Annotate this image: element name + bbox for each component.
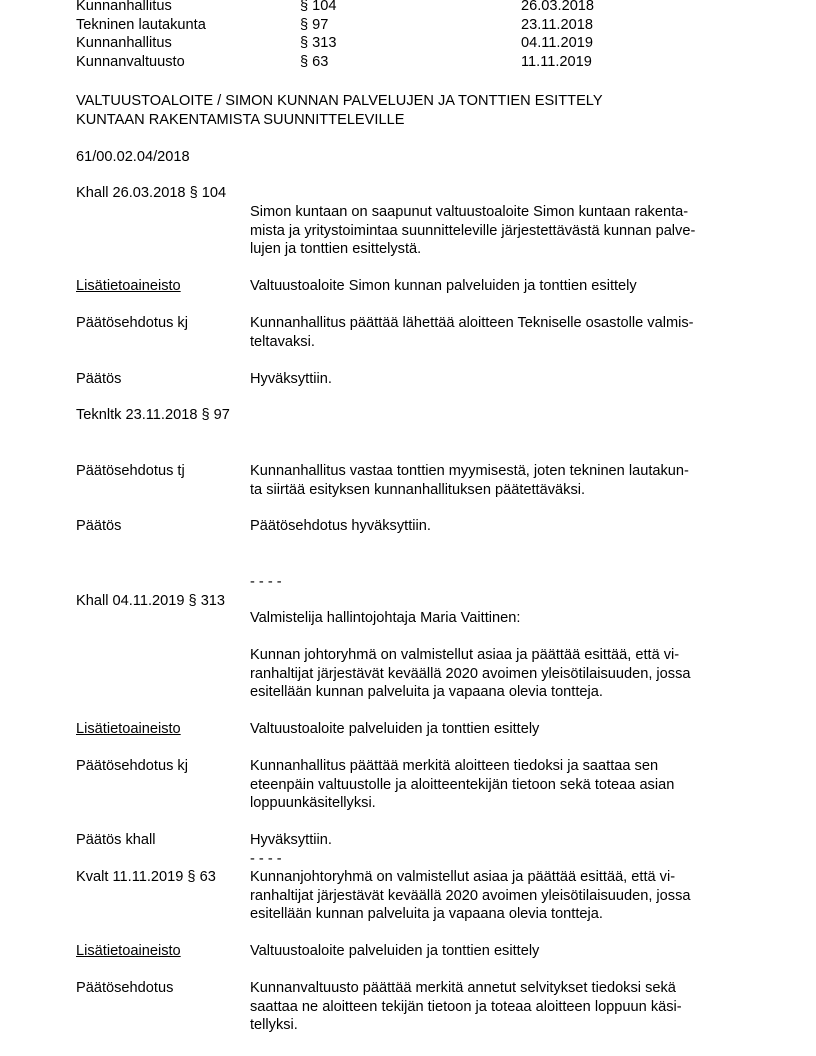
- meeting-body: Kunnanhallitus: [76, 0, 172, 14]
- lisatieto-text: Valtuustoaloite Simon kunnan palveluiden ja tonttien esittely: [250, 278, 637, 294]
- khall-2018-intro: [250, 203, 695, 259]
- meeting-section: § 97: [300, 16, 329, 33]
- meeting-date: 11.11.2019: [521, 53, 592, 70]
- separator: - - - -: [250, 574, 282, 590]
- text-line: eteenpäin valtuustolle ja aloitteentekijän tietoon sekä toteaa asian: [250, 776, 675, 793]
- section-heading-khall-2018: Khall 26.03.2018 § 104: [76, 185, 227, 201]
- text-line: Kunnanhallitus päättää merkitä aloitteen tiedoksi ja saattaa sen: [250, 758, 659, 774]
- text-line: loppuunkäsitellyksi.: [250, 795, 376, 811]
- text-line: Kunnan johtoryhmä on valmistellut asiaa ja päättää esittää, että vi-: [250, 647, 680, 663]
- text-line: Kunnanvaltuusto päättää merkitä annetut selvitykset tiedoksi sekä: [250, 980, 676, 996]
- text-line: esitellään kunnan palveluita ja vapaana olevia tontteja.: [250, 906, 603, 922]
- decision-text: Hyväksyttiin.: [250, 371, 332, 387]
- text-line: Kunnanjohtoryhmä on valmistellut asiaa ja päättää esittää, että vi-: [250, 869, 676, 885]
- decision-label: Päätös khall: [76, 832, 156, 848]
- title-line: VALTUUSTOALOITE / SIMON KUNNAN PALVELUJEN JA TONTTIEN ESITTELY: [76, 93, 603, 109]
- lisatieto-label: Lisätietoaineisto: [76, 278, 181, 294]
- text-line: lujen ja tonttien esittelystä.: [250, 241, 422, 257]
- proposal-label: Päätösehdotus kj: [76, 315, 188, 331]
- proposal-label: Päätösehdotus: [76, 980, 174, 996]
- section-heading-tekn-2018: Teknltk 23.11.2018 § 97: [76, 407, 230, 423]
- separator: - - - -: [250, 851, 282, 867]
- text-line: Simon kuntaan on saapunut valtuustoaloite Simon kuntaan rakenta-: [250, 204, 689, 220]
- lisatieto-label: Lisätietoaineisto: [76, 943, 181, 959]
- meeting-body: Kunnanvaltuusto: [76, 53, 185, 70]
- text-line: ta siirtää esityksen kunnanhallituksen päätettäväksi.: [250, 481, 586, 498]
- text-line: ranhaltijat järjestävät keväällä 2020 avoimen yleisötilaisuuden, jossa: [250, 887, 691, 904]
- proposal-text: [250, 314, 694, 351]
- meeting-section: § 313: [300, 35, 337, 52]
- text-line: tellyksi.: [250, 1017, 298, 1033]
- preparer: Valmistelija hallintojohtaja Maria Vaittinen:: [250, 610, 521, 626]
- decision-label: Päätös: [76, 518, 122, 534]
- meeting-date: 26.03.2018: [521, 0, 595, 14]
- record-number: 61/00.02.04/2018: [76, 149, 190, 165]
- proposal-text: [250, 462, 689, 499]
- section-heading-kvalt-2019: Kvalt 11.11.2019 § 63: [76, 869, 216, 885]
- decision-text: Hyväksyttiin.: [250, 832, 332, 848]
- decision-label: Päätös: [76, 371, 122, 387]
- title-line: KUNTAAN RAKENTAMISTA SUUNNITTELEVILLE: [76, 111, 405, 128]
- proposal-label: Päätösehdotus kj: [76, 758, 188, 774]
- text-line: mista ja yritystoimintaa suunnitteleville järjestettävästä kunnan palve-: [250, 222, 696, 239]
- meeting-section: § 63: [300, 53, 329, 70]
- lisatieto-text: Valtuustoaloite palveluiden ja tonttien esittely: [250, 943, 540, 959]
- meeting-body: Kunnanhallitus: [76, 35, 172, 52]
- meeting-date: 23.11.2018: [521, 16, 593, 33]
- lisatieto-text: Valtuustoaloite palveluiden ja tonttien esittely: [250, 721, 540, 737]
- text-line: Kunnanhallitus päättää lähettää aloitteen Tekniselle osastolle valmis-: [250, 315, 694, 331]
- text-line: saattaa ne aloitteen tekijän tietoon ja toteaa aloitteen loppuun käsi-: [250, 998, 682, 1015]
- khall-2019-intro: [250, 646, 691, 702]
- proposal-label: Päätösehdotus tj: [76, 463, 185, 479]
- section-heading-khall-2019: Khall 04.11.2019 § 313: [76, 593, 226, 609]
- meeting-section: § 104: [300, 0, 337, 14]
- meeting-date: 04.11.2019: [521, 35, 593, 52]
- lisatieto-label: Lisätietoaineisto: [76, 721, 181, 737]
- text-line: Kunnanhallitus vastaa tonttien myymisestä, joten tekninen lautakun-: [250, 463, 689, 479]
- decision-text: Päätösehdotus hyväksyttiin.: [250, 518, 431, 534]
- proposal-text: [250, 979, 682, 1035]
- proposal-text: [250, 757, 674, 813]
- meeting-body: Tekninen lautakunta: [76, 16, 206, 33]
- document-title: [76, 92, 603, 129]
- kvalt-2019-intro: [250, 868, 691, 924]
- text-line: ranhaltijat järjestävät keväällä 2020 avoimen yleisötilaisuuden, jossa: [250, 665, 691, 682]
- text-line: esitellään kunnan palveluita ja vapaana olevia tontteja.: [250, 684, 603, 700]
- text-line: teltavaksi.: [250, 333, 315, 350]
